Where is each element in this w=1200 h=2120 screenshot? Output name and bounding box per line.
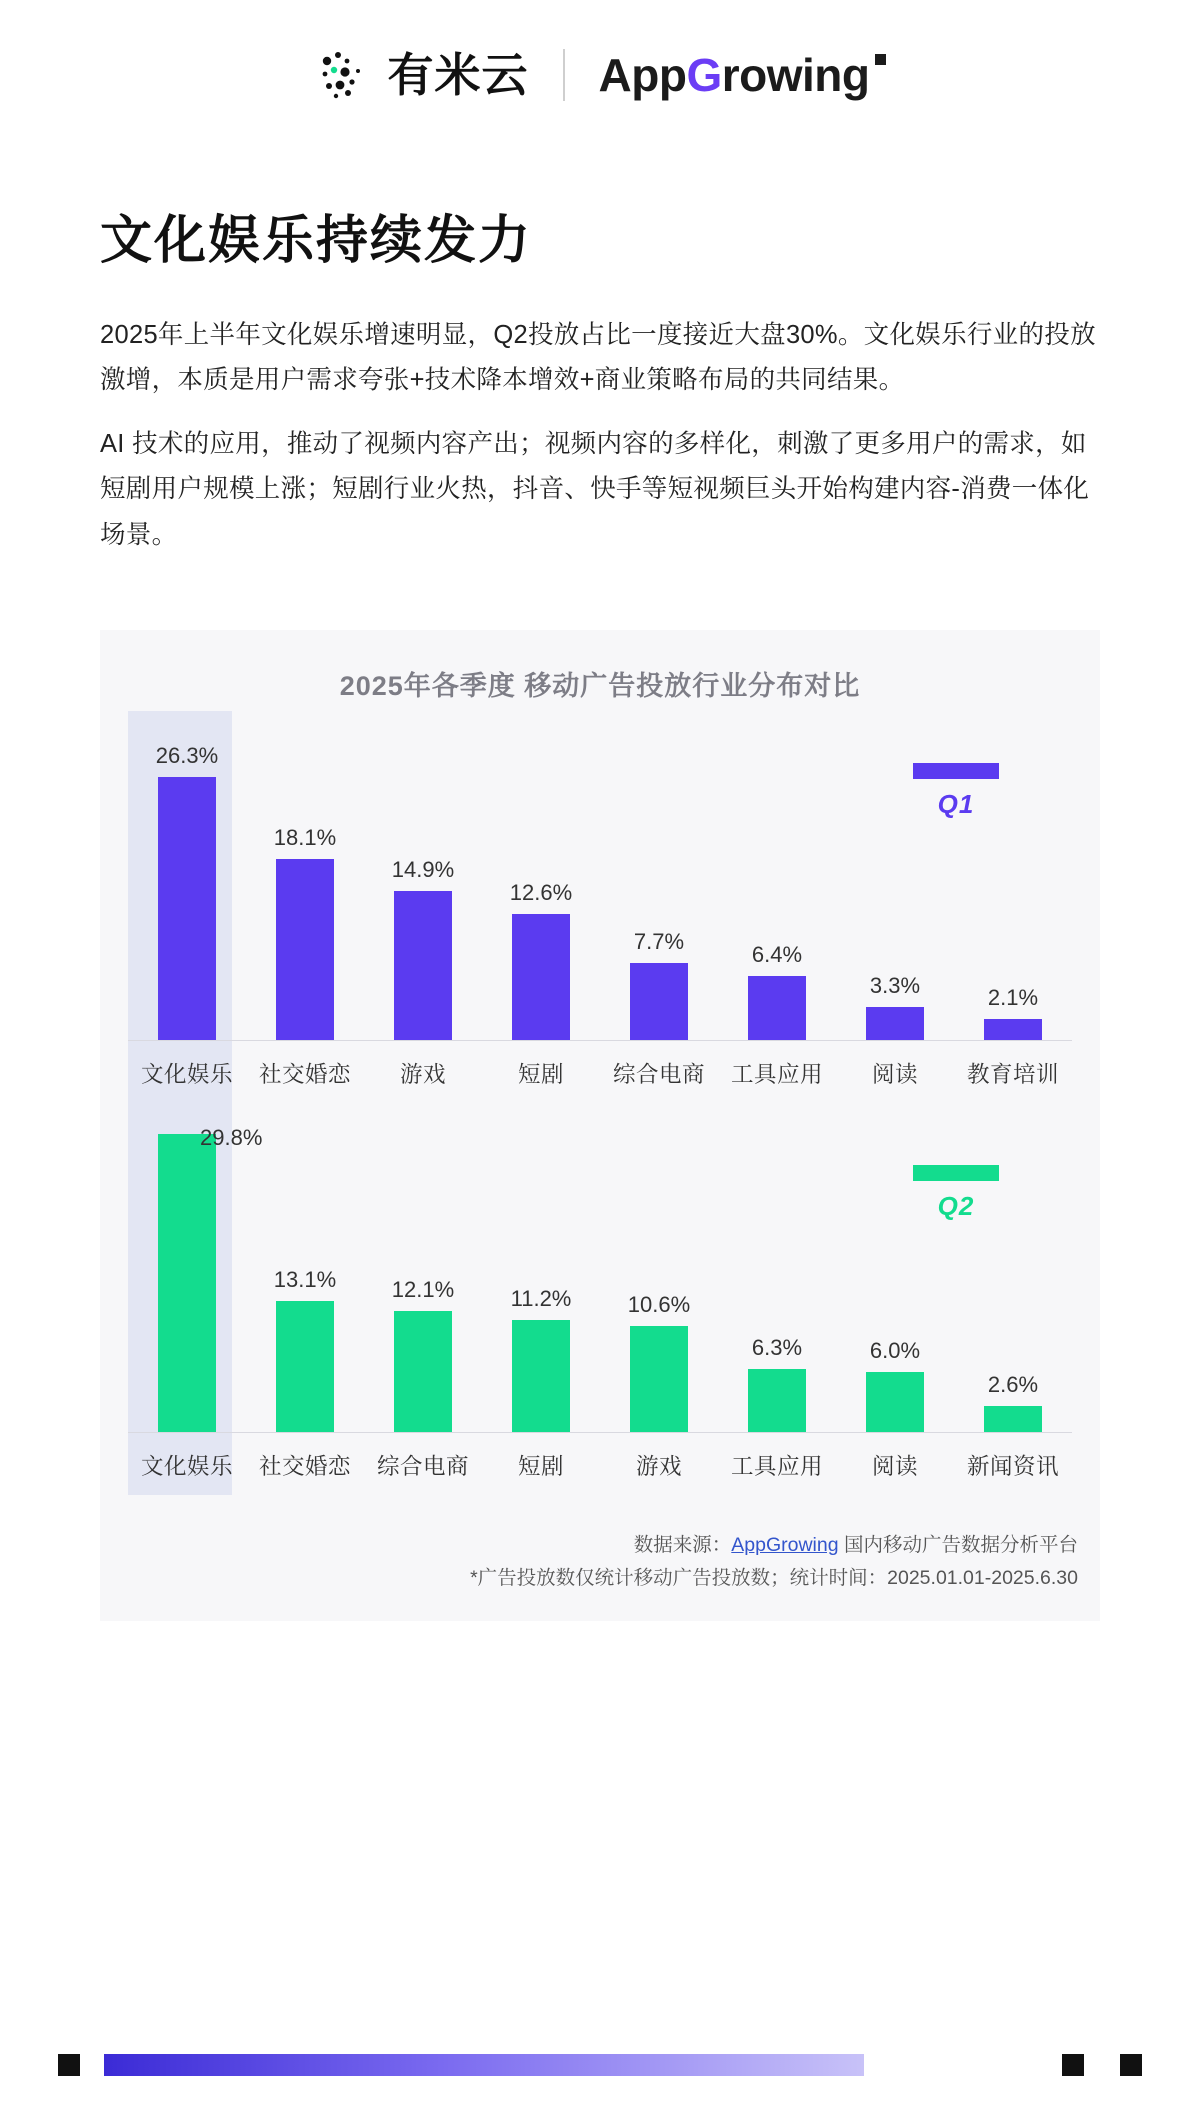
- bar: [630, 963, 688, 1040]
- source-prefix: 数据来源：: [633, 1533, 732, 1556]
- bar-slot: [246, 711, 364, 1040]
- bar-slot: [954, 711, 1072, 1040]
- appgrowing-text-post: rowing: [721, 49, 870, 101]
- bar-value: 18.1%: [273, 824, 337, 850]
- category-label: 游戏: [635, 1453, 682, 1479]
- category-label: 短剧: [517, 1061, 564, 1087]
- bar-slot: [718, 711, 836, 1040]
- bars-q2: [128, 1103, 1072, 1433]
- bar: [748, 1369, 806, 1432]
- category-label: 工具应用: [730, 1061, 823, 1087]
- bar: [630, 1326, 688, 1432]
- youmi-wordmark: 有米云: [387, 49, 529, 101]
- bar: [394, 891, 452, 1040]
- bar: [512, 1320, 570, 1432]
- appgrowing-logo: [598, 49, 887, 101]
- bar-value: 2.1%: [987, 984, 1039, 1010]
- category-labels-q2: [128, 1433, 1072, 1495]
- bottom-gradient-bar: [104, 2054, 864, 2076]
- bottom-square-left: [58, 2054, 80, 2076]
- bar: [984, 1019, 1042, 1040]
- bar-value: 7.7%: [633, 928, 685, 954]
- bar-slot: [718, 1103, 836, 1432]
- category-label: 游戏: [399, 1061, 446, 1087]
- bar-value: 26.3%: [155, 742, 219, 768]
- bar-slot: [364, 1103, 482, 1432]
- bar-slot: [128, 1103, 263, 1432]
- chart-panel-q1: [100, 711, 1100, 1103]
- bar: [158, 1134, 216, 1432]
- bar: [276, 1301, 334, 1432]
- bar-slot: [600, 1103, 718, 1432]
- category-labels-q1: [128, 1041, 1072, 1103]
- bar-value: 14.9%: [391, 856, 455, 882]
- category-label: 教育培训: [966, 1061, 1059, 1087]
- category-label: 工具应用: [730, 1453, 823, 1479]
- bar: [276, 859, 334, 1040]
- appgrowing-text-g: G: [686, 49, 722, 101]
- bar-value: 13.1%: [273, 1266, 337, 1292]
- chart-card: [100, 630, 1100, 1621]
- header: [0, 0, 1200, 150]
- category-label: 综合电商: [376, 1453, 469, 1479]
- bar-value: 6.3%: [751, 1334, 803, 1360]
- category-label: 文化娱乐: [140, 1453, 233, 1479]
- bar-slot: [600, 711, 718, 1040]
- bar: [866, 1007, 924, 1040]
- statistics-note: *广告投放数仅统计移动广告投放数；统计时间：2025.01.01-2025.6.30: [470, 1567, 1078, 1590]
- category-label: 阅读: [871, 1061, 918, 1087]
- bottom-square-right-1: [1062, 2054, 1084, 2076]
- bar-slot: [482, 711, 600, 1040]
- article: [0, 198, 1200, 558]
- article-paragraph-2: AI 技术的应用，推动了视频内容产出；视频内容的多样化，刺激了更多用户的需求，如短剧用户规模上涨；短剧行业火热，抖音、快手等短视频巨头开始构建内容-消费一体化场景。: [100, 429, 1090, 549]
- bar-value: 6.0%: [869, 1337, 921, 1363]
- bar-value: 3.3%: [869, 972, 921, 998]
- bottom-square-right-2: [1120, 2054, 1142, 2076]
- chart-panel-q2: [100, 1103, 1100, 1495]
- bar-value: 12.1%: [391, 1276, 455, 1302]
- category-label: 短剧: [517, 1453, 564, 1479]
- data-source-line: [100, 1529, 1078, 1562]
- bar-slot: [836, 711, 954, 1040]
- appgrowing-tick-icon: [875, 54, 886, 65]
- bars-q1: [128, 711, 1072, 1041]
- legend-label-q1: Q1: [937, 788, 975, 819]
- category-label: 综合电商: [612, 1061, 705, 1087]
- page-title: 文化娱乐持续发力: [100, 212, 533, 270]
- bar: [984, 1406, 1042, 1432]
- logo-divider: [563, 49, 565, 101]
- bar-slot: [482, 1103, 600, 1432]
- bar-value: 12.6%: [509, 879, 573, 905]
- bottom-decoration: [0, 2054, 1200, 2076]
- bar: [748, 976, 806, 1040]
- bar-slot: [364, 711, 482, 1040]
- source-suffix: 国内移动广告数据分析平台: [838, 1533, 1078, 1556]
- bar-value: 2.6%: [987, 1371, 1039, 1397]
- bar: [158, 777, 216, 1040]
- source-link[interactable]: AppGrowing: [731, 1533, 839, 1556]
- bar-value: 10.6%: [627, 1291, 691, 1317]
- article-paragraph-1: 2025年上半年文化娱乐增速明显，Q2投放占比一度接近大盘30%。文化娱乐行业的投放激增，本质是用户需求夸张+技术降本增效+商业策略布局的共同结果。: [100, 321, 1096, 395]
- chart-title: 2025年各季度 移动广告投放行业分布对比: [339, 670, 861, 701]
- youmi-mark-icon: [314, 44, 376, 106]
- bar-value: 11.2%: [510, 1285, 572, 1311]
- bar: [394, 1311, 452, 1432]
- chart-footnotes: [100, 1529, 1100, 1595]
- youmi-logo: [314, 44, 529, 106]
- bar-value: 29.8%: [200, 1124, 263, 1150]
- appgrowing-text-pre: App: [598, 49, 687, 101]
- bar-slot: [836, 1103, 954, 1432]
- category-label: 社交婚恋: [258, 1453, 351, 1479]
- bar: [866, 1372, 924, 1432]
- bar-slot: [954, 1103, 1072, 1432]
- category-label: 新闻资讯: [966, 1453, 1059, 1479]
- legend-label-q2: Q2: [937, 1190, 975, 1221]
- category-label: 社交婚恋: [258, 1061, 351, 1087]
- category-label: 文化娱乐: [140, 1061, 233, 1087]
- bar: [512, 914, 570, 1040]
- bar-slot: [128, 711, 246, 1040]
- bar-value: 6.4%: [751, 941, 803, 967]
- bar-slot: [246, 1103, 364, 1432]
- category-label: 阅读: [871, 1453, 918, 1479]
